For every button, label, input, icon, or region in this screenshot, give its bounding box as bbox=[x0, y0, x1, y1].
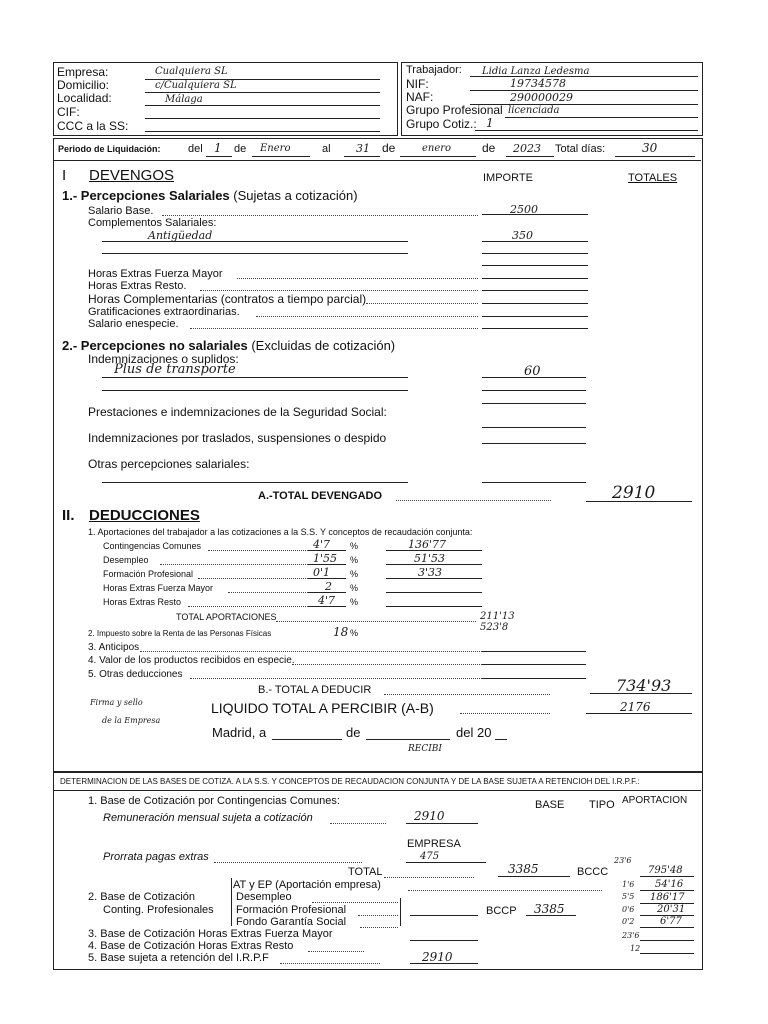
trabajador-value: Lidia Lanza Ledesma bbox=[482, 66, 590, 77]
recibi-label: RECIBI bbox=[408, 744, 442, 754]
horas-fuerza-mayor-label: Horas Extras Fuerza Mayor bbox=[88, 268, 223, 280]
nif-label: NIF: bbox=[406, 77, 429, 91]
deduccion-row-pct-symbol: % bbox=[350, 597, 359, 607]
horas-fuerza-mayor-line bbox=[482, 278, 588, 279]
base-her-aport-line bbox=[640, 953, 694, 954]
bccp-value-line bbox=[526, 915, 576, 916]
deduccion-row-pct: 4'7 bbox=[313, 538, 331, 551]
valor-especie-line bbox=[482, 664, 586, 665]
deduccion-row-pct-line bbox=[308, 550, 346, 551]
valor-especie-label: 4. Valor de los productos recibidos en especie. bbox=[88, 655, 295, 666]
indemn-value-line-3 bbox=[482, 403, 586, 404]
remuneracion-label: Remuneración mensual sujeta a cotización bbox=[103, 812, 313, 824]
deduccion-row-label: Contingencias Comunes bbox=[103, 541, 202, 551]
fondo-dots bbox=[360, 927, 398, 928]
at-ep-line bbox=[640, 890, 694, 891]
horas-complementarias-label: Horas Complementarias (contratos a tiempo parcial) bbox=[88, 292, 367, 306]
gratificaciones-dots bbox=[256, 316, 478, 317]
naf-line bbox=[470, 104, 698, 105]
base-irpf-value: 2910 bbox=[422, 950, 453, 964]
complemento-value-line-2 bbox=[482, 253, 588, 254]
deduccion-row-pct-line bbox=[308, 578, 346, 579]
bases-header-line bbox=[53, 790, 701, 791]
liquido-line bbox=[586, 713, 692, 714]
periodo-month-to-line bbox=[400, 156, 476, 157]
desempleo-dots bbox=[312, 902, 398, 903]
periodo-day-to-line bbox=[344, 156, 380, 157]
bccp-base-line bbox=[410, 915, 478, 916]
madrid-month-line bbox=[366, 739, 450, 740]
deduccion-row-amount-line bbox=[386, 564, 482, 565]
deduccion-row-dots bbox=[228, 592, 308, 593]
madrid-del20-label: del 20 bbox=[456, 725, 492, 740]
salario-base-dots bbox=[162, 215, 478, 216]
nif-line bbox=[470, 90, 698, 91]
grupo-cotiz-line bbox=[475, 130, 698, 131]
deduccion-row-amount: 51'53 bbox=[414, 552, 446, 565]
irpf-amount: 523'8 bbox=[480, 622, 509, 633]
base-her-label: 4. Base de Cotización Horas Extras Resto bbox=[88, 940, 294, 952]
deduccion-row-label: Desempleo bbox=[103, 555, 149, 565]
total-deducir-value: 734'93 bbox=[616, 676, 672, 695]
madrid-day-line bbox=[272, 739, 342, 740]
deduccion-row-pct-line bbox=[308, 592, 346, 593]
deduccion-row-pct-line bbox=[308, 606, 346, 607]
deduccion-row-amount: 3'33 bbox=[418, 566, 443, 579]
deduccion-row-pct: 4'7 bbox=[318, 594, 336, 607]
salario-base-label: Salario Base. bbox=[88, 205, 154, 217]
devengos-title: DEVENGOS bbox=[89, 167, 175, 184]
at-ep-dots bbox=[408, 890, 602, 891]
aportacion-col-header: APORTACION bbox=[622, 795, 688, 806]
total-deducir-label: B.- TOTAL A DEDUCIR bbox=[258, 684, 372, 696]
cif-line bbox=[145, 118, 380, 119]
periodo-year-line bbox=[506, 156, 554, 157]
deduccion-row-pct: 0'1 bbox=[313, 566, 331, 579]
deduccion-row-amount-line bbox=[386, 578, 482, 579]
liquido-value: 2176 bbox=[620, 700, 651, 714]
indemnizaciones-label: Indemnizaciones o suplidos: bbox=[88, 352, 239, 366]
localidad-label: Localidad: bbox=[57, 91, 112, 105]
indemn-traslados-label: Indemnizaciones por traslados, suspensiones o despido bbox=[88, 431, 387, 445]
bccc-label: BCCC bbox=[577, 866, 609, 878]
total-aportaciones-label: TOTAL APORTACIONES bbox=[176, 612, 277, 622]
bccp-value: 3385 bbox=[534, 902, 565, 916]
valor-especie-dots bbox=[292, 664, 502, 665]
periodo-al: al bbox=[322, 143, 331, 155]
bccc-tipo: 23'6 bbox=[614, 856, 632, 865]
complementos-label: Complementos Salariales: bbox=[88, 217, 217, 229]
grupo-prof-label: Grupo Profesional bbox=[406, 103, 503, 117]
total-aportaciones-value: 211'13 bbox=[480, 611, 515, 622]
base-irpf-dots bbox=[280, 963, 380, 964]
bccp-label: BCCP bbox=[486, 905, 517, 917]
otras-percepciones-label: Otras percepciones salariales: bbox=[88, 457, 250, 471]
no-salariales-heading: 2.- Percepciones no salariales (Excluidas de cotización) bbox=[62, 338, 396, 353]
plus-transporte-value: 60 bbox=[524, 364, 541, 379]
total-devengado-label: A.-TOTAL DEVENGADO bbox=[258, 490, 383, 502]
periodo-de3: de bbox=[482, 141, 496, 155]
base-irpf-label: 5. Base sujeta a retención del I.R.P.F bbox=[88, 952, 269, 964]
bases-header: DETERMINACION DE LAS BASES DE COTIZA. A LA S.S. Y CONCEPTOS DE RECAUDACION CONJUNTA Y DE LA BASE SUJETA A RETENCIOH DEL I.R.P.F.: bbox=[60, 777, 640, 786]
aportaciones-label: 1. Aportaciones del trabajador a las cotizaciones a la S.S. Y conceptos de recaudación conjunta: bbox=[88, 527, 473, 537]
periodo-day-from: 1 bbox=[214, 141, 222, 155]
deduccion-row-amount-line bbox=[386, 550, 482, 551]
grupo-prof-line bbox=[505, 117, 698, 118]
liquido-dots bbox=[460, 713, 550, 714]
base-cp-bracket-left bbox=[231, 878, 232, 926]
deduccion-row-pct-symbol: % bbox=[350, 583, 359, 593]
periodo-del: del bbox=[188, 143, 203, 155]
firma-label: Firma y sello bbox=[90, 698, 143, 707]
madrid-de-label: de bbox=[346, 725, 361, 740]
totales-header: TOTALES bbox=[628, 172, 678, 184]
formacion-bracket bbox=[400, 898, 401, 926]
total-devengado-line bbox=[586, 501, 692, 502]
periodo-label: Periodo de Liquidación: bbox=[58, 144, 161, 154]
salario-especie-line bbox=[482, 328, 588, 329]
base-cp-label-1: 2. Base de Cotización bbox=[88, 891, 196, 903]
horas-complementarias-line bbox=[482, 303, 588, 304]
base-hefm-aport-line bbox=[640, 940, 694, 941]
antiguedad-value-line bbox=[482, 241, 588, 242]
liquido-label: LIQUIDO TOTAL A PERCIBIR (A-B) bbox=[211, 700, 434, 716]
total-aportaciones-dots bbox=[276, 621, 476, 622]
periodo-day-to: 31 bbox=[356, 142, 370, 155]
total-dots bbox=[384, 877, 474, 878]
remuneracion-dots bbox=[330, 823, 386, 824]
irpf-label: 2. Impuesto sobre la Renta de las Personas Físicas bbox=[88, 629, 272, 638]
base-hefm-label: 3. Base de Cotización Horas Extras Fuerza Mayor bbox=[88, 928, 333, 940]
deduccion-row-dots bbox=[198, 578, 308, 579]
fondo-aportacion: 6'77 bbox=[660, 916, 682, 927]
horas-complementarias-dots bbox=[366, 303, 478, 304]
horas-fuerza-mayor-dots bbox=[237, 278, 478, 279]
gratificaciones-label: Gratificaciones extraordinarias. bbox=[88, 306, 240, 318]
madrid-a-label: Madrid, a bbox=[212, 725, 267, 740]
otras-percepciones-value-line bbox=[482, 482, 586, 483]
grupo-cotiz-label: Grupo Cotiz.: bbox=[406, 117, 477, 131]
total-dias-label: Total días: bbox=[555, 143, 606, 155]
otras-deducciones-dots bbox=[190, 678, 502, 679]
remuneracion-value: 2910 bbox=[414, 809, 445, 823]
deduccion-row-pct: 2 bbox=[325, 580, 332, 593]
periodo-month-from: Enero bbox=[260, 143, 291, 154]
base-cc-label: 1. Base de Cotización por Contingencias Comunes: bbox=[88, 795, 340, 807]
plus-transporte-line bbox=[102, 377, 408, 378]
deduccion-row-dots bbox=[208, 550, 308, 551]
cif-label: CIF: bbox=[57, 105, 80, 119]
salario-especie-dots bbox=[190, 328, 478, 329]
deduccion-row-label: Horas Extras Resto bbox=[103, 597, 182, 607]
domicilio-line bbox=[145, 92, 380, 93]
periodo-month-to: enero bbox=[422, 143, 452, 154]
salario-base-value: 2500 bbox=[510, 203, 538, 216]
periodo-month-from-line bbox=[252, 156, 310, 157]
total-value: 3385 bbox=[508, 862, 539, 876]
prorrata-value: 475 bbox=[420, 851, 440, 862]
grupo-cotiz-value: 1 bbox=[486, 116, 494, 130]
trabajador-line bbox=[470, 76, 698, 77]
ccc-line bbox=[145, 131, 380, 132]
importe-header: IMPORTE bbox=[483, 172, 533, 184]
base-her-dots bbox=[308, 951, 364, 952]
formacion-tipo: 0'6 bbox=[622, 905, 635, 914]
deduccion-row-pct-symbol: % bbox=[350, 555, 359, 565]
complemento-line-2 bbox=[102, 253, 408, 254]
fondo-label: Fondo Garantía Social bbox=[236, 916, 347, 928]
domicilio-label: Domicilio: bbox=[57, 78, 110, 92]
base-hefm-tipo: 23'6 bbox=[622, 931, 640, 940]
base-cp-label-2: Conting. Profesionales bbox=[103, 904, 214, 916]
deduccion-row-pct-symbol: % bbox=[350, 541, 359, 551]
horas-resto-line bbox=[482, 290, 588, 291]
otras-deducciones-label: 5. Otras deducciones bbox=[88, 669, 183, 680]
salario-especie-label: Salario enespecie. bbox=[88, 318, 179, 330]
total-devengado-dots bbox=[396, 500, 551, 501]
naf-value: 290000029 bbox=[510, 91, 573, 104]
periodo-day-from-line bbox=[206, 156, 232, 157]
grupo-prof-value: licenciada bbox=[508, 105, 560, 116]
deduccion-row-amount-line bbox=[386, 592, 482, 593]
otras-percepciones-line bbox=[102, 482, 408, 483]
irpf-pct: 18 bbox=[333, 625, 349, 639]
irpf-pct-symbol: % bbox=[350, 628, 359, 638]
firma-label-2: de la Empresa bbox=[102, 716, 161, 725]
deducciones-title: DEDUCCIONES bbox=[89, 507, 200, 524]
remuneracion-line bbox=[406, 823, 478, 824]
gratificaciones-line bbox=[482, 316, 588, 317]
desempleo-aportacion: 186'17 bbox=[650, 892, 685, 903]
total-deducir-line bbox=[590, 693, 692, 694]
base-col-header: BASE bbox=[535, 799, 565, 811]
indemn-traslados-line bbox=[482, 443, 586, 444]
fondo-tipo: 0'2 bbox=[622, 917, 635, 926]
deduccion-row-pct-line bbox=[308, 564, 346, 565]
periodo-year: 2023 bbox=[513, 142, 541, 155]
plus-transporte-value-line bbox=[482, 377, 586, 378]
localidad-line bbox=[145, 105, 380, 106]
deduccion-row-label: Formación Profesional bbox=[103, 569, 194, 579]
base-her-tipo: 12 bbox=[630, 944, 641, 953]
complemento-value-line-3 bbox=[482, 265, 588, 266]
salario-base-line bbox=[482, 214, 588, 215]
deduccion-row-amount: 136'77 bbox=[408, 538, 447, 551]
total-label: TOTAL bbox=[348, 866, 383, 878]
fondo-line bbox=[640, 927, 694, 928]
deduccion-row-pct: 1'55 bbox=[313, 552, 338, 565]
ccc-label: CCC a la SS: bbox=[57, 119, 129, 133]
periodo-de: de bbox=[234, 143, 247, 155]
deduccion-row-amount-line bbox=[386, 606, 482, 607]
total-deducir-dots bbox=[384, 694, 550, 695]
desempleo-label: Desempleo bbox=[236, 891, 292, 903]
bccc-aportacion-line bbox=[640, 876, 694, 877]
percepciones-salariales-heading: 1.- Percepciones Salariales (Sujetas a cotización) bbox=[62, 188, 358, 203]
domicilio-value: c/Cualquiera SL bbox=[155, 80, 237, 91]
anticipos-line bbox=[482, 651, 586, 652]
periodo-de2: de bbox=[382, 141, 396, 155]
base-irpf-line bbox=[410, 963, 478, 964]
empresa-value: Cualquiera SL bbox=[155, 66, 228, 77]
formacion-dots bbox=[358, 915, 398, 916]
devengos-roman: I bbox=[62, 167, 67, 184]
deduccion-row-dots bbox=[188, 606, 308, 607]
naf-label: NAF: bbox=[406, 90, 434, 104]
periodo-divider bbox=[53, 160, 701, 161]
anticipos-label: 3. Anticipos bbox=[88, 642, 140, 653]
prorrata-dots bbox=[214, 862, 362, 863]
at-ep-label: AT y EP (Aportación empresa) bbox=[233, 879, 381, 891]
horas-resto-label: Horas Extras Resto. bbox=[88, 280, 187, 292]
madrid-year-line bbox=[495, 739, 507, 740]
formacion-aportacion: 20'31 bbox=[657, 904, 686, 915]
prestaciones-label: Prestaciones e indemnizaciones de la Seguridad Social: bbox=[88, 405, 387, 419]
plus-transporte-label: Plus de transporte bbox=[114, 362, 236, 377]
trabajador-label: Trabajador: bbox=[406, 64, 462, 76]
indemn-value-line-2 bbox=[482, 390, 586, 391]
nif-value: 19734578 bbox=[510, 77, 566, 90]
total-value-line bbox=[498, 876, 570, 877]
base-hefm-line bbox=[410, 940, 478, 941]
bccc-aportacion: 795'48 bbox=[648, 865, 683, 876]
tipo-col-header: TIPO bbox=[589, 799, 615, 811]
total-dias-value: 30 bbox=[642, 141, 658, 155]
horas-resto-dots bbox=[200, 290, 478, 291]
at-ep-tipo: 1'6 bbox=[622, 880, 635, 889]
at-ep-aportacion: 54'16 bbox=[655, 879, 684, 890]
deducciones-roman: II. bbox=[62, 507, 75, 524]
desempleo-tipo: 5'5 bbox=[622, 892, 635, 901]
prestaciones-line bbox=[482, 427, 586, 428]
antiguedad-value: 350 bbox=[512, 229, 533, 242]
deduccion-row-label: Horas Extras Fuerza Mayor bbox=[103, 583, 214, 593]
deduccion-row-dots bbox=[160, 564, 308, 565]
formacion-label: Formación Profesional bbox=[236, 904, 347, 916]
antiguedad-line bbox=[102, 241, 408, 242]
indemn-line-2 bbox=[102, 390, 408, 391]
prorrata-line bbox=[406, 862, 486, 863]
prorrata-label: Prorrata pagas extras bbox=[103, 851, 209, 863]
deduccion-row-pct-symbol: % bbox=[350, 569, 359, 579]
otras-deducciones-line bbox=[482, 678, 586, 679]
total-dias-line bbox=[615, 156, 695, 157]
anticipos-dots bbox=[140, 651, 502, 652]
empresa-label: Empresa: bbox=[57, 65, 109, 79]
localidad-value: Málaga bbox=[165, 94, 203, 105]
total-devengado-value: 2910 bbox=[612, 483, 656, 503]
empresa-col-header: EMPRESA bbox=[407, 838, 461, 850]
antiguedad-label: Antigüedad bbox=[148, 229, 213, 242]
